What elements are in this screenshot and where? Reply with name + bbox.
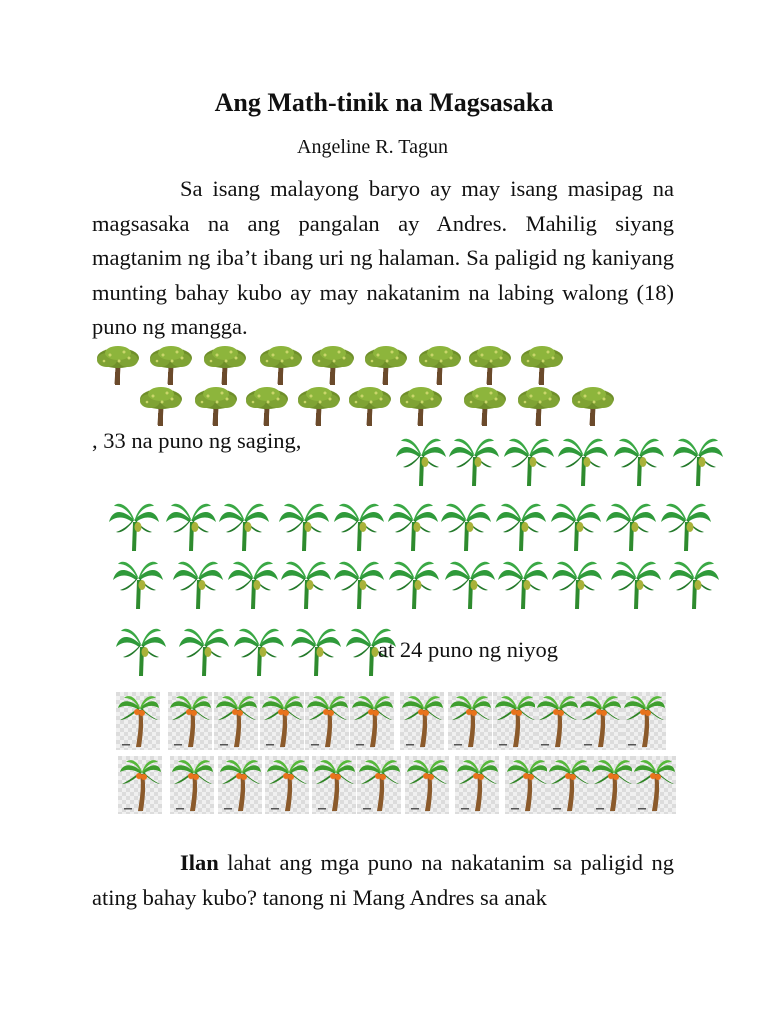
story-paragraph-1	[92, 172, 674, 345]
banana-tree-icon	[448, 435, 500, 492]
question-word: Ilan	[180, 850, 219, 875]
banana-tree-icon	[395, 435, 447, 492]
banana-tree-icon	[610, 558, 662, 615]
coconut-tree-icon	[505, 756, 549, 819]
paragraph-2-text: lahat ang mga puno na nakatanim sa paligid ng ating bahay kubo? tanong ni Mang Andres sa anak	[92, 850, 674, 910]
banana-tree-icon	[672, 435, 724, 492]
coconut-tree-icon	[448, 692, 492, 755]
mango-tree-icon	[462, 385, 508, 432]
mango-tree-icon	[519, 344, 565, 391]
mango-tree-icon	[570, 385, 616, 432]
coconut-tree-icon	[493, 692, 537, 755]
coconut-tree-icon	[350, 692, 394, 755]
banana-tree-icon	[290, 625, 342, 682]
coconut-tree-icon	[265, 756, 309, 819]
banana-tree-icon	[497, 558, 549, 615]
coconut-tree-icon	[590, 756, 634, 819]
banana-count-text: , 33 na puno ng saging,	[92, 428, 302, 453]
mango-tree-icon	[310, 344, 356, 391]
banana-tree-icon	[165, 500, 217, 557]
banana-tree-icon	[112, 558, 164, 615]
coconut-tree-icon	[622, 692, 666, 755]
mango-tree-icon	[138, 385, 184, 432]
banana-tree-icon	[503, 435, 555, 492]
mango-tree-icon	[258, 344, 304, 391]
mango-tree-icon	[193, 385, 239, 432]
banana-tree-icon	[278, 500, 330, 557]
paragraph-1-text: Sa isang malayong baryo ay may isang masipag na magsasaka na ang pangalan ay Andres. Mahilig siyang magtanim ng iba’t ibang uri ng halaman. Sa paligid ng kaniyang munting bahay kubo ay may nakatanim na labing walong (18) puno ng mangga.	[92, 176, 674, 339]
coconut-tree-icon	[168, 692, 212, 755]
coconut-tree-icon	[357, 756, 401, 819]
mango-tree-icon	[363, 344, 409, 391]
banana-tree-icon	[108, 500, 160, 557]
mango-tree-icon	[148, 344, 194, 391]
coconut-tree-icon	[405, 756, 449, 819]
coconut-tree-icon	[632, 756, 676, 819]
banana-tree-icon	[613, 435, 665, 492]
page-title: Ang Math-tinik na Magsasaka	[214, 88, 554, 117]
banana-tree-icon	[280, 558, 332, 615]
mango-tree-icon	[347, 385, 393, 432]
mango-tree-icon	[244, 385, 290, 432]
coconut-tree-icon	[116, 692, 160, 755]
mango-tree-icon	[202, 344, 248, 391]
coconut-tree-icon	[535, 692, 579, 755]
story-paragraph-2	[92, 846, 674, 915]
banana-tree-icon	[172, 558, 224, 615]
coconut-tree-icon	[218, 756, 262, 819]
coconut-tree-icon	[118, 756, 162, 819]
banana-tree-icon	[388, 558, 440, 615]
banana-tree-icon	[660, 500, 712, 557]
banana-tree-icon	[115, 625, 167, 682]
mango-tree-icon	[398, 385, 444, 432]
banana-tree-icon	[218, 500, 270, 557]
banana-tree-icon	[233, 625, 285, 682]
coconut-tree-icon	[547, 756, 591, 819]
banana-tree-icon	[440, 500, 492, 557]
coconut-tree-icon	[455, 756, 499, 819]
banana-tree-icon	[668, 558, 720, 615]
coconut-tree-icon	[170, 756, 214, 819]
banana-tree-icon	[227, 558, 279, 615]
author-name: Angeline R. Tagun	[297, 136, 448, 158]
coconut-tree-icon	[214, 692, 258, 755]
coconut-tree-icon	[312, 756, 356, 819]
mango-tree-icon	[417, 344, 463, 391]
banana-tree-icon	[387, 500, 439, 557]
banana-tree-icon	[333, 500, 385, 557]
coconut-tree-icon	[305, 692, 349, 755]
coconut-tree-icon	[578, 692, 622, 755]
banana-tree-icon	[605, 500, 657, 557]
mango-tree-icon	[296, 385, 342, 432]
banana-tree-icon	[550, 500, 602, 557]
banana-tree-icon	[557, 435, 609, 492]
mango-tree-icon	[467, 344, 513, 391]
coconut-count-text: at 24 puno ng niyog	[378, 637, 558, 662]
banana-tree-icon	[551, 558, 603, 615]
mango-tree-icon	[95, 344, 141, 391]
banana-tree-icon	[495, 500, 547, 557]
mango-tree-icon	[516, 385, 562, 432]
banana-tree-icon	[444, 558, 496, 615]
coconut-tree-icon	[400, 692, 444, 755]
banana-tree-icon	[333, 558, 385, 615]
banana-tree-icon	[178, 625, 230, 682]
coconut-tree-icon	[260, 692, 304, 755]
